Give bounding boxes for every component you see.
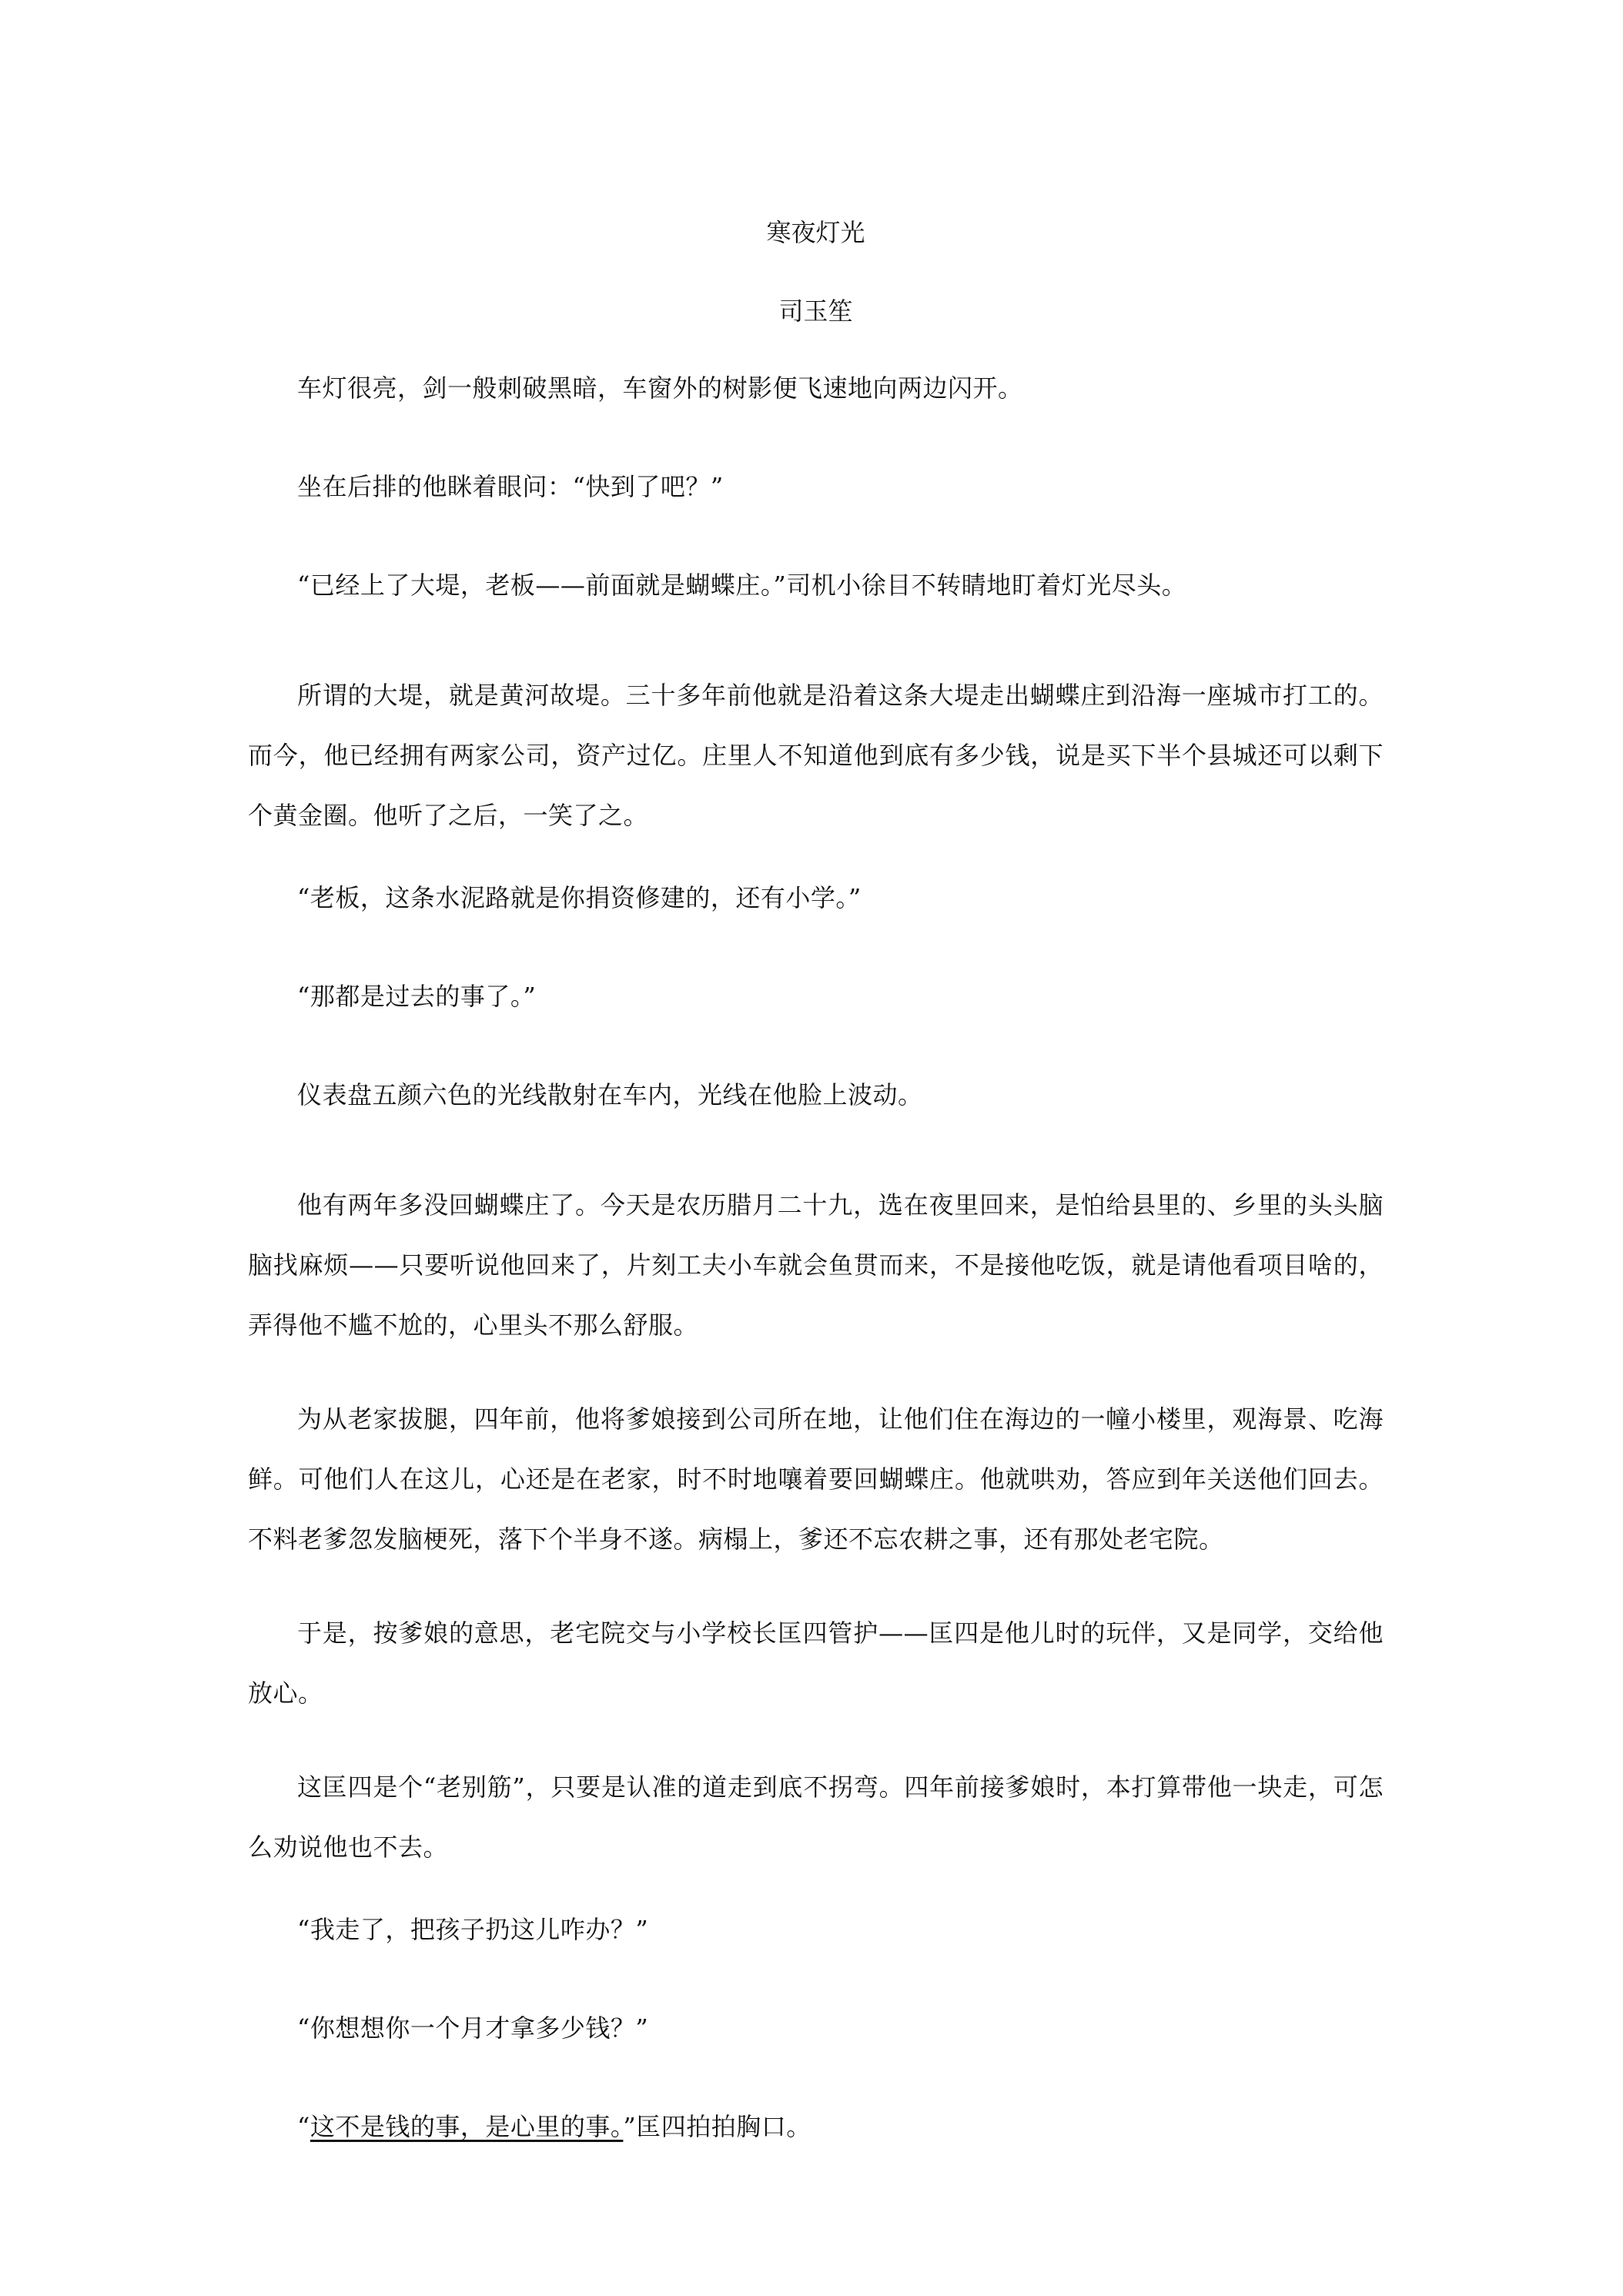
paragraph-6: “那都是过去的事了。”: [297, 982, 537, 1011]
paragraph-11: 这匡四是个“老别筋”，只要是认准的道走到底不拐弯。四年前接爹娘时，本打算带他一块走，可怎么劝说他也不去。: [248, 1772, 1384, 1862]
paragraph-12: “我走了，把孩子扔这儿咋办？”: [297, 1915, 649, 1944]
open-quote: “: [297, 2112, 310, 2141]
paragraph-13: “你想想你一个月才拿多少钱？”: [297, 2013, 649, 2043]
paragraph-10: 于是，按爹娘的意思，老宅院交与小学校长匡四管护——匡四是他儿时的玩伴，又是同学，交给他放心。: [248, 1618, 1384, 1708]
paragraph-2: 坐在后排的他眯着眼问：“快到了吧？”: [297, 472, 724, 501]
article-title: 寒夜灯光: [766, 218, 865, 247]
paragraph-14: [248, 2108, 1384, 2145]
paragraph-9: 为从老家拔腿，四年前，他将爹娘接到公司所在地，让他们住在海边的一幢小楼里，观海景、吃海鲜。可他们人在这儿，心还是在老家，时不时地嚷着要回蝴蝶庄。他就哄劝，答应到年关送他们回去。不料老爹忽发脑梗死，落下个半身不遂。病榻上，爹还不忘农耕之事，还有那处老宅院。: [248, 1404, 1384, 1554]
paragraph-3: “已经上了大堤，老板——前面就是蝴蝶庄。”司机小徐目不转睛地盯着灯光尽头。: [297, 571, 1187, 600]
paragraph-8: 他有两年多没回蝴蝶庄了。今天是农历腊月二十九，选在夜里回来，是怕给县里的、乡里的头头脑脑找麻烦——只要听说他回来了，片刻工夫小车就会鱼贯而来，不是接他吃饭，就是请他看项目啥的，弄得他不尴不尬的，心里头不那么舒服。: [248, 1190, 1384, 1340]
document-page: [248, 0, 1384, 2296]
article-body: [248, 370, 1384, 2207]
article-author: 司玉笙: [778, 296, 853, 326]
closing-text: ”匡四拍拍胸口。: [623, 2112, 812, 2141]
paragraph-1: 车灯很亮，剑一般刺破黑暗，车窗外的树影便飞速地向两边闪开。: [297, 373, 1023, 403]
paragraph-4: 所谓的大堤，就是黄河故堤。三十多年前他就是沿着这条大堤走出蝴蝶庄到沿海一座城市打工的。而今，他已经拥有两家公司，资产过亿。庄里人不知道他到底有多少钱，说是买下半个县城还可以剩下个黄金圈。他听了之后，一笑了之。: [248, 681, 1384, 830]
underlined-sentence: 这不是钱的事，是心里的事。: [310, 2112, 624, 2141]
paragraph-7: 仪表盘五颜六色的光线散射在车内，光线在他脸上波动。: [297, 1080, 923, 1110]
paragraph-5: “老板，这条水泥路就是你捐资修建的，还有小学。”: [297, 883, 862, 912]
